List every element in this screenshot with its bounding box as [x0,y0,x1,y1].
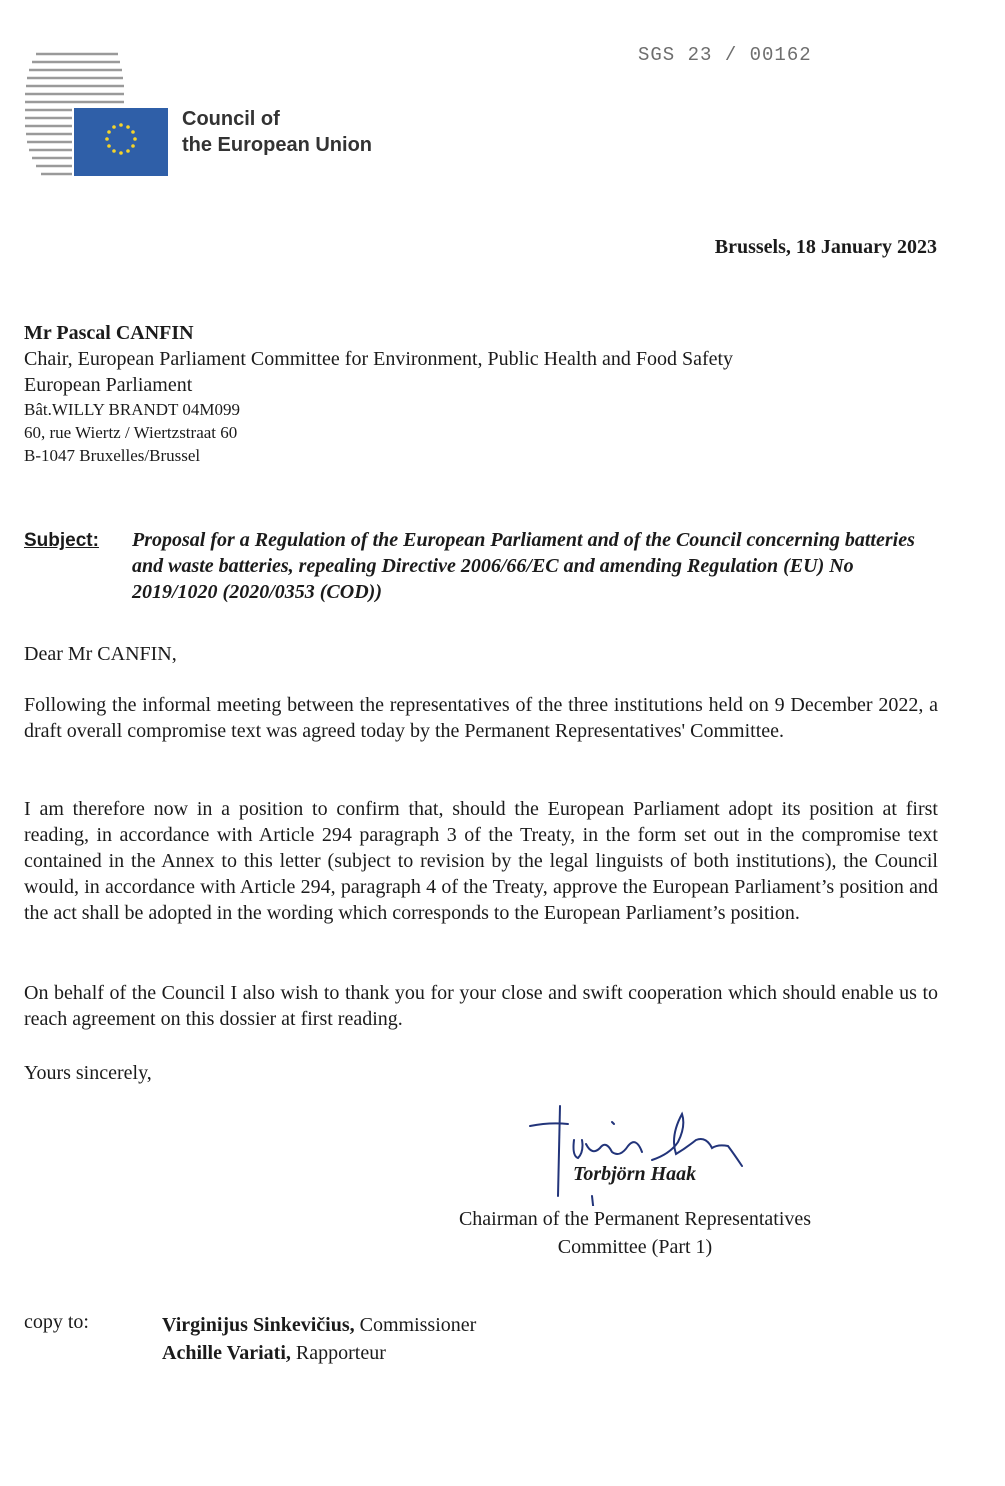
council-logo [24,48,174,180]
org-line-2: the European Union [182,134,372,156]
recipient-street: 60, rue Wiertz / Wiertzstraat 60 [24,423,238,442]
recipient-line: Chair, European Parliament Committee for Environment, Public Health and Food Safety [24,348,734,370]
signatory-title [430,1205,840,1261]
registration-stamp: SGS 23 / 00162 [638,44,812,66]
signatory-title-line-2: Committee (Part 1) [557,1236,713,1258]
org-line-1: Council of [182,108,280,130]
letter-date: Brussels, 18 January 2023 [714,236,937,258]
subject-label: Subject: [24,530,99,551]
body-paragraph-3: On behalf of the Council I also wish to thank you for your close and swift cooperation which should enable us to reach agreement on this dossier at first reading. [24,982,938,1030]
recipient-name: Mr Pascal CANFIN [24,322,194,344]
copy-entry-name: Achille Variati, [162,1342,291,1364]
signatory-title-line-1: Chairman of the Permanent Representatives [458,1208,812,1230]
subject-text: Proposal for a Regulation of the European Parliament and of the Council concerning batteries and waste batteries, repealing Directive 2006/66/EC and amending Regulation (EU) No 2019/1020 (2020/0353 (COD)) [132,529,915,603]
recipient-building: Bât.WILLY BRANDT 04M099 [24,400,240,419]
body-paragraph-2: I am therefore now in a position to confirm that, should the European Parliament adopt its position at first reading, in accordance with Article 294 paragraph 3 of the Treaty, in the form set out in the compromise text contained in the Annex to this letter (subject to revision by the legal linguists of both institutions), the Council would, in accordance with Article 294, paragraph 4 of the Treaty, approve the European Parliament’s position and the act shall be adopted in the wording which corresponds to the European Parliament’s position. [24,798,938,924]
recipient-line: European Parliament [24,374,193,396]
closing: Yours sincerely, [24,1062,152,1084]
copy-entry-name: Virginijus Sinkevičius, [162,1314,355,1336]
recipient-address [24,320,733,467]
copy-entry [162,1311,476,1339]
copy-to-list [162,1311,476,1367]
copy-entry-role: Commissioner [354,1314,477,1336]
copy-entry-role: Rapporteur [290,1342,386,1364]
salutation: Dear Mr CANFIN, [24,643,177,665]
copy-to-label: copy to: [24,1311,89,1333]
body-paragraph-1: Following the informal meeting between the representatives of the three institutions held on 9 December 2022, a draft overall compromise text was agreed today by the Permanent Representatives' Committee. [24,694,938,742]
organisation-name [182,106,372,158]
signatory-name: Torbjörn Haak [573,1163,697,1185]
eu-flag [74,108,168,176]
handwritten-signature [520,1096,760,1206]
recipient-city: B-1047 Bruxelles/Brussel [24,446,201,465]
copy-entry [162,1339,476,1367]
